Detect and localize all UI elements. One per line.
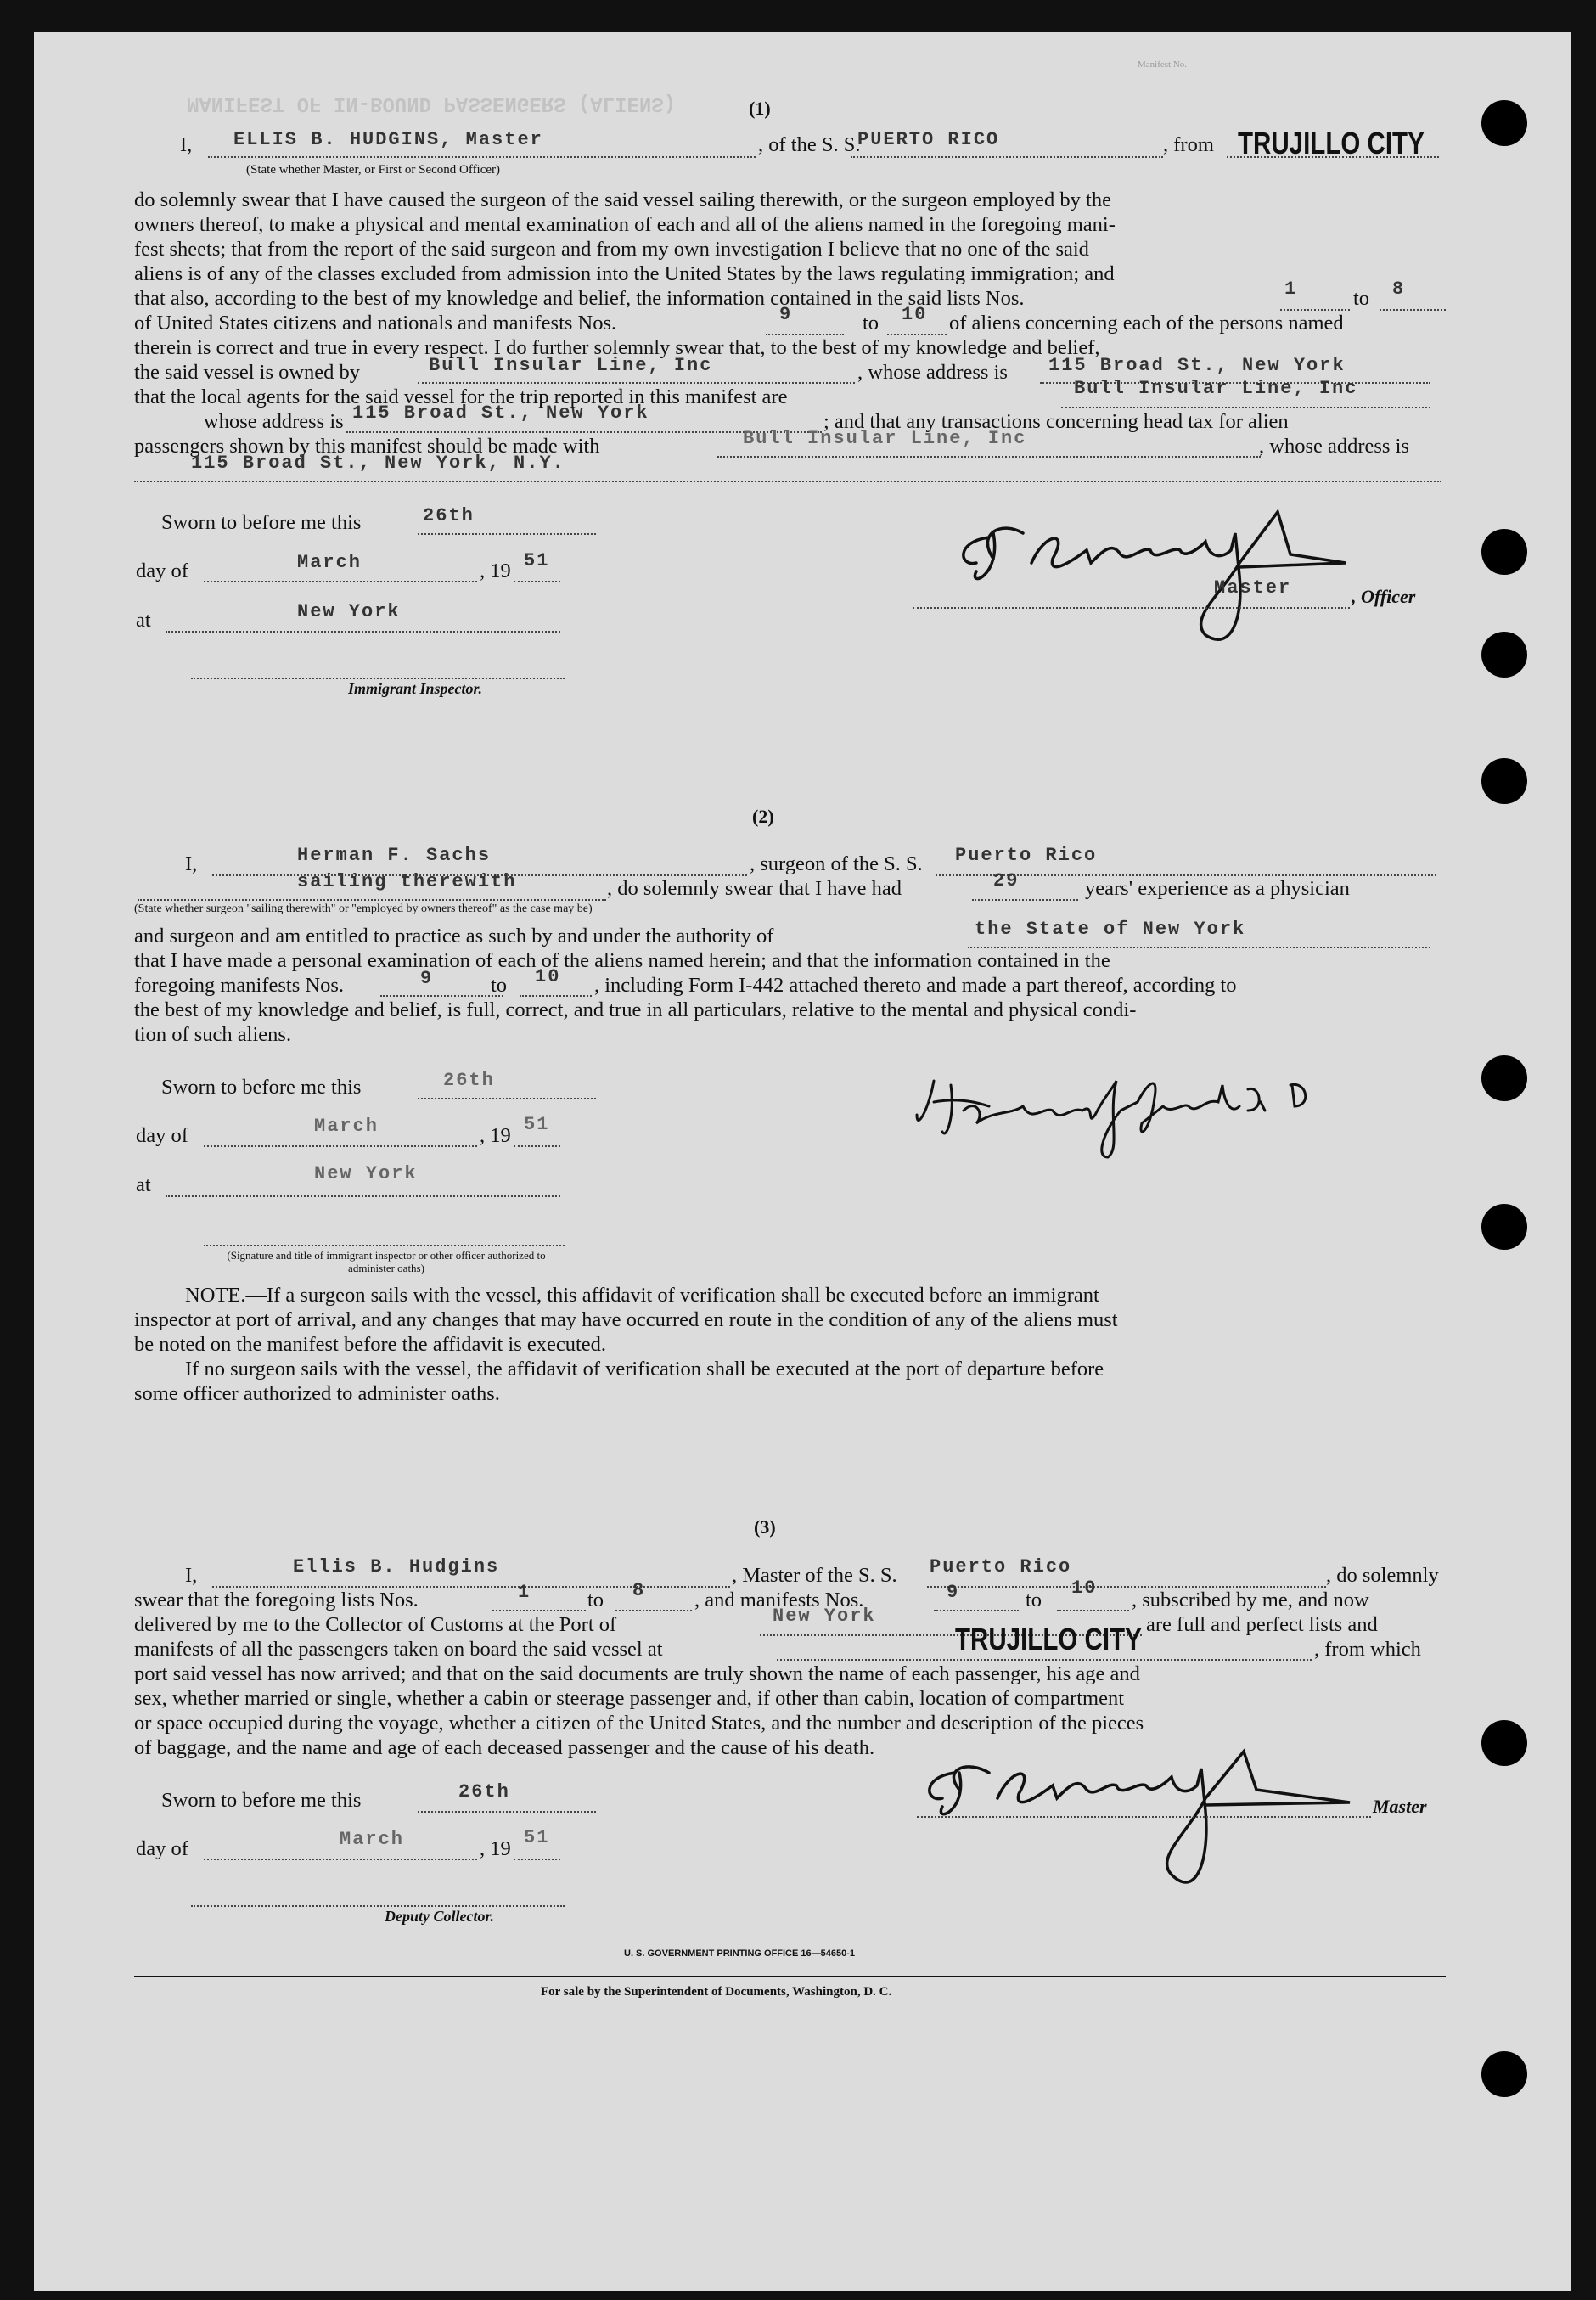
oath-line: the said vessel is owned by — [134, 361, 361, 384]
caption-status: (State whether surgeon "sailing therewith" or "employed by owners thereof" as the case may be) — [134, 903, 593, 915]
label-to: to — [1353, 287, 1370, 310]
label-surgeon-of: , surgeon of the S. S. — [750, 852, 923, 875]
oath-line: aliens is of any of the classes excluded from admission into the United States by the laws regulating immigration; and — [134, 262, 1115, 285]
binder-hole — [1481, 758, 1527, 804]
oath-line: of United States citizens and nationals and manifests Nos. — [134, 312, 617, 335]
sworn-day: 26th — [443, 1070, 495, 1091]
label-to: to — [863, 312, 879, 335]
binder-hole — [1481, 2051, 1527, 2097]
oath-line: , including Form I-442 attached thereto and made a part thereof, according to — [594, 974, 1237, 997]
oath-line: owners thereof, to make a physical and mental examination of each and all of the aliens named in the foregoing mani- — [134, 213, 1116, 236]
master-name: ELLIS B. HUDGINS, Master — [233, 129, 543, 150]
head-tax-with: Bull Insular Line, Inc — [743, 428, 1027, 449]
oath-line: tion of such aliens. — [134, 1023, 292, 1046]
caption-master: (State whether Master, or First or Second Officer) — [246, 163, 501, 177]
oath-line: the best of my knowledge and belief, is full, correct, and true in all particulars, relative to the mental and physical condi- — [134, 998, 1137, 1021]
master-name: Ellis B. Hudgins — [293, 1556, 500, 1577]
sworn-place: New York — [297, 601, 401, 622]
lists-from: 1 — [518, 1582, 531, 1603]
text-delivered: delivered by me to the Collector of Customs at the Port of — [134, 1613, 617, 1636]
owner-address: 115 Broad St., New York — [1048, 355, 1346, 376]
document-page — [34, 32, 1571, 2291]
oath-line: sex, whether married or single, whether a cabin or steerage passenger and, if other than cabin, location of compartment — [134, 1687, 1125, 1710]
text-head-tax: ; and that any transactions concerning head tax for alien — [823, 410, 1289, 433]
label-from: , from — [1163, 133, 1214, 156]
text-years: years' experience as a physician — [1085, 877, 1350, 900]
manifests-to: 10 — [902, 304, 928, 325]
label-to: to — [1026, 1589, 1042, 1611]
manifests-from: 9 — [779, 304, 793, 325]
lists-to: 8 — [1392, 278, 1406, 300]
note-label-line — [185, 1283, 1099, 1307]
oath-line: port said vessel has now arrived; and that on the said documents are truly shown the name of each passenger, his age and — [134, 1662, 1140, 1685]
local-agents: Bull Insular Line, Inc — [1074, 378, 1358, 399]
label-master-of: , Master of the S. S. — [732, 1564, 897, 1587]
year-prefix: , 19 — [480, 560, 511, 582]
lists-from: 1 — [1284, 278, 1298, 300]
sworn-label: Sworn to before me this — [161, 511, 362, 534]
label-whose-address: , whose address is — [1259, 435, 1409, 458]
text-manifests-all: manifests of all the passengers taken on board the said vessel at — [134, 1638, 663, 1661]
label-i: I, — [185, 852, 198, 875]
section-number: (1) — [749, 98, 771, 119]
sworn-label: Sworn to before me this — [161, 1789, 362, 1812]
label-of-ss: , of the S. S. — [758, 133, 861, 156]
sworn-month: March — [314, 1116, 379, 1137]
oath-line: that I have made a personal examination of each of the aliens named herein; and that the information contained in the — [134, 949, 1110, 972]
sworn-day: 26th — [458, 1781, 510, 1802]
manifests-from: 9 — [947, 1582, 960, 1603]
lists-to: 8 — [632, 1580, 646, 1601]
collector-caption: Deputy Collector. — [385, 1908, 494, 1925]
sworn-place: New York — [314, 1163, 418, 1184]
bleed-through-number: Manifest No. — [1138, 59, 1188, 70]
text-of-aliens: of aliens concerning each of the persons named — [949, 312, 1344, 335]
bleed-through-header: MANIFEST OF IN-BOUND PASSENGERS (ALIENS) — [187, 92, 677, 115]
master-signature — [942, 482, 1384, 652]
note-text: some officer authorized to administer oaths. — [134, 1382, 500, 1405]
arrival-port: New York — [773, 1606, 876, 1627]
officer-suffix: , Officer — [1352, 586, 1416, 607]
oath-line: of baggage, and the name and age of each deceased passenger and the cause of his death. — [134, 1736, 875, 1759]
sale-notice: For sale by the Superintendent of Documents, Washington, D. C. — [541, 1985, 892, 1999]
section-number: (3) — [754, 1516, 776, 1538]
section-number: (2) — [752, 806, 774, 827]
at-label: at — [136, 1173, 151, 1196]
binder-hole — [1481, 1720, 1527, 1766]
surgeon-status: sailing therewith — [297, 871, 517, 892]
note-text: If no surgeon sails with the vessel, the affidavit of verification shall be executed at the port of departure before — [185, 1358, 1104, 1381]
oath-line: that the local agents for the said vessel for the trip reported in this manifest are — [134, 385, 788, 408]
officer-title: Master — [1214, 577, 1292, 599]
sworn-year: 51 — [524, 1827, 550, 1848]
years-experience: 29 — [993, 870, 1020, 891]
at-label: at — [136, 609, 151, 632]
departure-port-stamp: TRUJILLO CITY — [955, 1622, 1142, 1656]
sworn-month: March — [340, 1829, 405, 1850]
oath-line: passengers shown by this manifest should be made with — [134, 435, 600, 458]
manifests-to: 10 — [535, 966, 561, 987]
binder-hole — [1481, 632, 1527, 678]
swear-lists: swear that the foregoing lists Nos. — [134, 1589, 419, 1611]
note-text: be noted on the manifest before the affidavit is executed. — [134, 1333, 607, 1356]
label-i: I, — [185, 1564, 198, 1587]
oath-line: therein is correct and true in every respect. I do further solemnly swear that, to the best of my knowledge and belief, — [134, 336, 1100, 359]
sworn-label: Sworn to before me this — [161, 1076, 362, 1099]
text-full-perfect: are full and perfect lists and — [1146, 1613, 1378, 1636]
binder-hole — [1481, 1204, 1527, 1250]
oath-line: or space occupied during the voyage, whether a citizen of the United States, and the number and description of the pieces — [134, 1712, 1144, 1735]
vessel-owner: Bull Insular Line, Inc — [429, 355, 713, 376]
label-to: to — [491, 974, 508, 997]
sworn-year: 51 — [524, 1114, 550, 1135]
note-text: —If a surgeon sails with the vessel, this affidavit of verification shall be executed before an immigrant — [245, 1284, 1099, 1307]
manifests-to: 10 — [1071, 1577, 1098, 1599]
day-of-label: day of — [136, 1124, 188, 1147]
oath-line: that also, according to the best of my knowledge and belief, the information contained in the said lists Nos. — [134, 287, 1025, 310]
oath-line: do solemnly swear that I have caused the surgeon of the said vessel sailing therewith, or the surgeon employed by the — [134, 188, 1111, 211]
manifests-from: 9 — [420, 968, 434, 989]
oath-line: fest sheets; that from the report of the said surgeon and from my own investigation I believe that no one of the said — [134, 238, 1089, 261]
authority: the State of New York — [975, 919, 1246, 940]
surgeon-signature — [883, 1064, 1426, 1174]
agents-address: 115 Broad St., New York — [352, 402, 649, 424]
binder-hole — [1481, 529, 1527, 575]
label-i: I, — [180, 133, 193, 156]
text-solemnly: , do solemnly — [1326, 1564, 1439, 1587]
note-label: NOTE. — [185, 1284, 246, 1307]
gpo-imprint: U. S. GOVERNMENT PRINTING OFFICE 16—54650-1 — [624, 1949, 856, 1959]
authority-text: and surgeon and am entitled to practice as such by and under the authority of — [134, 925, 774, 948]
head-tax-address: 115 Broad St., New York, N.Y. — [191, 453, 565, 474]
vessel-name: Puerto Rico — [955, 845, 1098, 866]
label-whose-address: , whose address is — [857, 361, 1008, 384]
master-caption: Master — [1373, 1796, 1427, 1817]
footer-rule — [134, 1976, 1446, 1977]
vessel-name: Puerto Rico — [930, 1556, 1072, 1577]
oath-line: foregoing manifests Nos. — [134, 974, 344, 997]
sworn-day: 26th — [423, 505, 475, 526]
binder-hole — [1481, 1055, 1527, 1101]
sworn-month: March — [297, 552, 362, 573]
vessel-name: PUERTO RICO — [857, 129, 1000, 150]
text-swear-years: , do solemnly swear that I have had — [607, 877, 902, 900]
note-text: inspector at port of arrival, and any changes that may have occurred en route in the condition of any of the aliens must — [134, 1308, 1118, 1331]
surgeon-name: Herman F. Sachs — [297, 845, 492, 866]
year-prefix: , 19 — [480, 1837, 511, 1860]
day-of-label: day of — [136, 1837, 188, 1860]
day-of-label: day of — [136, 560, 188, 582]
inspector-caption: Immigrant Inspector. — [348, 680, 483, 697]
sig-caption: (Signature and title of immigrant inspector or other officer authorized to administer oaths) — [227, 1249, 546, 1274]
text-from-which: , from which — [1314, 1638, 1421, 1661]
from-port-stamp: TRUJILLO CITY — [1238, 126, 1425, 160]
and-manifests: , and manifests Nos. — [694, 1589, 864, 1611]
text-subscribed: , subscribed by me, and now — [1132, 1589, 1369, 1611]
master-signature — [908, 1739, 1384, 1909]
label-to: to — [587, 1589, 604, 1611]
year-prefix: , 19 — [480, 1124, 511, 1147]
sworn-year: 51 — [524, 550, 550, 571]
binder-hole — [1481, 100, 1527, 146]
oath-line: whose address is — [204, 410, 344, 433]
